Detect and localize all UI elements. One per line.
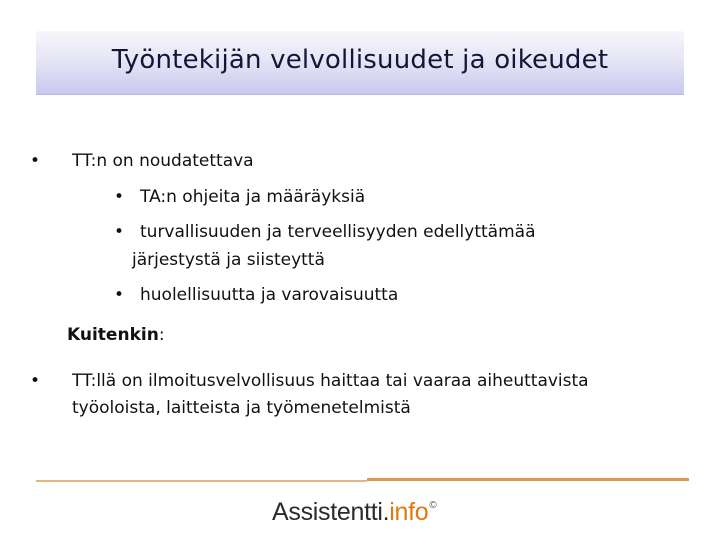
sub-bullet-marker: • <box>114 285 125 305</box>
kuitenkin-colon: : <box>158 325 165 345</box>
kuitenkin-bold: Kuitenkin <box>67 325 159 345</box>
logo-main: Assistentti <box>272 498 383 526</box>
bullet-item-noudatettava: TT:n on noudatettava <box>72 151 254 171</box>
sub-item-turvallisuus-line1: turvallisuuden ja terveellisyyden edellyttämää <box>140 222 536 242</box>
bullet-marker: • <box>30 151 41 171</box>
bullet-item-ilmoitus-line2: työoloista, laitteista ja työmenetelmistä <box>72 398 411 418</box>
bullet-item-ilmoitus-line1: TT:llä on ilmoitusvelvollisuus haittaa tai vaaraa aiheuttavista <box>72 371 589 391</box>
logo-dot: . <box>382 498 390 526</box>
footer-divider-left <box>36 480 367 482</box>
sub-bullet-marker: • <box>114 187 125 207</box>
bullet-marker: • <box>30 371 41 391</box>
logo-info: info <box>389 498 429 526</box>
kuitenkin-label <box>67 324 165 346</box>
sub-item-turvallisuus-line2: järjestystä ja siisteyttä <box>132 250 325 270</box>
sub-item-huolellisuus: huolellisuutta ja varovaisuutta <box>140 285 399 305</box>
logo-registered-mark: © <box>429 500 437 511</box>
slide-title: Työntekijän velvollisuudet ja oikeudet <box>111 45 609 75</box>
sub-item-ohjeita: TA:n ohjeita ja määräyksiä <box>140 187 366 207</box>
footer-divider-right <box>367 478 689 481</box>
assistentti-logo <box>272 489 436 529</box>
sub-bullet-marker: • <box>114 222 125 242</box>
